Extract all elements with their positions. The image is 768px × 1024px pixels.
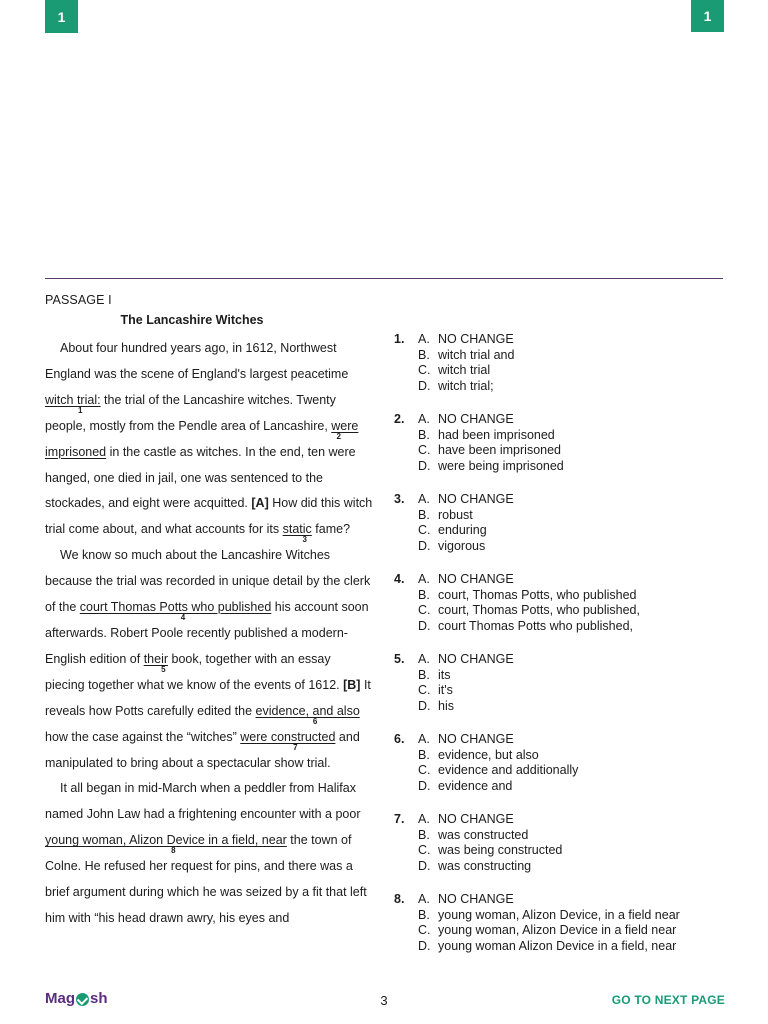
question-number: 5. (394, 652, 405, 666)
option-letter: A. (418, 492, 430, 506)
text-run: how the case against the “witches” (45, 729, 241, 744)
question-4 (394, 572, 734, 634)
option-letter: A. (418, 812, 430, 826)
answer-option[interactable] (418, 348, 734, 364)
option-letter: C. (418, 523, 431, 537)
passage-label: PASSAGE I (45, 293, 112, 307)
underlined-text: evidence, and also (255, 703, 360, 718)
question-marker-8: 8 (171, 846, 176, 856)
paragraph-1 (45, 336, 373, 543)
option-letter: B. (418, 747, 430, 762)
answer-option[interactable] (418, 523, 734, 539)
underlined-text: court Thomas Potts who published (79, 600, 272, 615)
answer-option[interactable] (418, 332, 734, 348)
answer-option[interactable] (418, 923, 734, 939)
answer-option[interactable] (418, 699, 734, 715)
header-divider (45, 278, 723, 279)
option-text: had been imprisoned (438, 427, 555, 442)
paragraph-2 (45, 543, 373, 776)
option-letter: C. (418, 683, 431, 697)
text-run: his account soon afterwards. Robert Poole recently published a modern-English edition of (45, 600, 369, 666)
option-text: witch trial and (438, 347, 515, 362)
answer-option[interactable] (418, 603, 734, 619)
answer-option[interactable] (418, 732, 734, 748)
underlined-text: young woman, Alizon Device in a field, near (45, 833, 287, 848)
option-text: vigorous (438, 538, 486, 553)
answer-option[interactable] (418, 843, 734, 859)
option-text: witch trial; (438, 378, 494, 393)
logo-text-end: sh (90, 990, 108, 1007)
question-number: 4. (394, 572, 405, 586)
question-number: 3. (394, 492, 405, 506)
option-text: was constructed (438, 827, 529, 842)
answer-options (418, 892, 734, 954)
question-5 (394, 652, 734, 714)
answer-option[interactable] (418, 908, 734, 924)
question-marker-3: 3 (302, 535, 307, 545)
checkmark-icon (76, 993, 89, 1006)
answer-options (418, 412, 734, 474)
answer-option[interactable] (418, 779, 734, 795)
option-letter: A. (418, 572, 430, 586)
underlined-portion-7[interactable] (240, 729, 336, 752)
option-letter: B. (418, 667, 430, 682)
option-text: it's (438, 683, 453, 697)
option-text: NO CHANGE (438, 572, 514, 586)
text-run: the town of Colne. He refused her request for pins, and there was a brief argument during which he was seized by a fit that left him with “his head drawn awry, his eyes and (45, 833, 367, 925)
paragraph-3 (45, 776, 373, 931)
option-text: witch trial (438, 363, 491, 377)
question-marker-1: 1 (78, 405, 83, 415)
option-letter: A. (418, 892, 430, 906)
underlined-text: were imprisoned (45, 418, 359, 459)
section-badge-left: 1 (45, 0, 78, 33)
option-text: enduring (438, 523, 487, 537)
underlined-portion-4[interactable] (79, 600, 272, 623)
option-letter: D. (418, 538, 431, 553)
option-text: court, Thomas Potts, who published (438, 587, 637, 602)
underlined-text: their (143, 651, 169, 666)
question-marker-6: 6 (312, 716, 318, 726)
answer-option[interactable] (418, 443, 734, 459)
question-number: 6. (394, 732, 405, 746)
answer-option[interactable] (418, 619, 734, 635)
passage-text (45, 336, 373, 932)
option-letter: C. (418, 603, 431, 617)
text-run: fame? (311, 522, 351, 537)
option-letter: D. (418, 858, 431, 873)
question-2 (394, 412, 734, 474)
answer-option[interactable] (418, 859, 734, 875)
question-marker-2: 2 (336, 431, 342, 441)
underlined-portion-6[interactable] (255, 703, 360, 726)
option-text: court, Thomas Potts, who published, (438, 603, 640, 617)
option-text: his (438, 698, 454, 713)
option-letter: D. (418, 698, 431, 713)
question-marker-4: 4 (180, 613, 186, 623)
option-letter: B. (418, 587, 430, 602)
option-text: young woman, Alizon Device, in a field near (438, 907, 680, 922)
answer-option[interactable] (418, 763, 734, 779)
answer-option[interactable] (418, 428, 734, 444)
option-letter: A. (418, 332, 430, 346)
option-letter: B. (418, 347, 430, 362)
logo-text-start: Mag (45, 990, 75, 1007)
option-text: young woman, Alizon Device in a field near (438, 923, 677, 937)
text-run: We know so much about the Lancashire Witches because the trial was recorded in unique detail by the clerk of the (45, 548, 371, 615)
option-letter: C. (418, 363, 431, 377)
text-run: book, together with an essay piecing together what we know of the events of 1612. (45, 651, 344, 692)
answer-options (418, 652, 734, 714)
option-text: its (438, 667, 451, 682)
option-text: was being constructed (438, 843, 563, 857)
question-marker-5: 5 (161, 664, 166, 674)
answer-option[interactable] (418, 492, 734, 508)
question-marker-7: 7 (293, 742, 298, 752)
question-number: 7. (394, 812, 405, 826)
option-text: NO CHANGE (438, 812, 514, 826)
option-text: NO CHANGE (438, 732, 514, 746)
answer-option[interactable] (418, 363, 734, 379)
option-text: have been imprisoned (438, 443, 561, 457)
option-letter: A. (418, 412, 430, 426)
option-text: NO CHANGE (438, 892, 514, 906)
option-letter: D. (418, 778, 431, 793)
option-text: was constructing (438, 858, 532, 873)
underlined-text: witch trial: (45, 392, 101, 407)
answer-option[interactable] (418, 828, 734, 844)
option-letter: B. (418, 907, 430, 922)
underlined-portion-1[interactable] (45, 392, 101, 415)
option-text: young woman Alizon Device in a field, near (438, 938, 677, 953)
option-letter: D. (418, 618, 431, 633)
option-letter: D. (418, 378, 431, 393)
option-letter: C. (418, 843, 431, 857)
option-letter: B. (418, 427, 430, 442)
text-run: in the castle as witches. In the end, ten were hanged, one died in jail, one was sentenced to the stockades, and eight were acquitted. (45, 444, 356, 511)
page-number: 3 (380, 993, 388, 1008)
text-run: the trial of the Lancashire witches. Twenty people, mostly from the Pendle area of Lancashire, (45, 392, 336, 433)
answer-option[interactable] (418, 748, 734, 764)
option-letter: A. (418, 732, 430, 746)
underlined-text: static (282, 522, 312, 537)
answer-option[interactable] (418, 572, 734, 588)
text-run: How did this witch trial come about, and what accounts for its (45, 496, 373, 537)
option-letter: D. (418, 458, 431, 473)
option-text: NO CHANGE (438, 492, 514, 506)
answer-option[interactable] (418, 539, 734, 555)
answer-option[interactable] (418, 892, 734, 908)
option-text: NO CHANGE (438, 652, 514, 666)
answer-options (418, 492, 734, 554)
answer-options (418, 812, 734, 874)
answer-option[interactable] (418, 412, 734, 428)
answer-option[interactable] (418, 939, 734, 955)
option-letter: B. (418, 507, 430, 522)
option-text: robust (438, 507, 473, 522)
question-number: 1. (394, 332, 405, 346)
option-text: evidence and (438, 778, 513, 793)
insertion-marker-b: [B] (343, 677, 361, 692)
underlined-text: were constructed (240, 729, 336, 744)
question-8 (394, 892, 734, 954)
section-badge-right: 1 (691, 0, 724, 32)
question-3 (394, 492, 734, 554)
question-6 (394, 732, 734, 794)
question-list (394, 332, 734, 972)
underlined-portion-8[interactable] (45, 833, 287, 856)
underlined-portion-3[interactable] (282, 522, 312, 545)
option-text: NO CHANGE (438, 412, 514, 426)
magoosh-logo (45, 990, 108, 1007)
answer-option[interactable] (418, 459, 734, 475)
answer-option[interactable] (418, 508, 734, 524)
option-letter: C. (418, 923, 431, 937)
answer-option[interactable] (418, 683, 734, 699)
answer-option[interactable] (418, 668, 734, 684)
answer-option[interactable] (418, 588, 734, 604)
option-text: evidence and additionally (438, 763, 579, 777)
answer-options (418, 332, 734, 394)
question-1 (394, 332, 734, 394)
go-to-next-page-link[interactable]: GO TO NEXT PAGE (611, 993, 725, 1007)
option-letter: B. (418, 827, 430, 842)
option-letter: D. (418, 938, 431, 953)
option-text: were being imprisoned (438, 458, 564, 473)
answer-options (418, 572, 734, 634)
option-letter: A. (418, 652, 430, 666)
text-run: About four hundred years ago, in 1612, Northwest England was the scene of England's largest peacetime (45, 341, 349, 381)
option-text: NO CHANGE (438, 332, 514, 346)
text-run: It reveals how Potts carefully edited the (45, 677, 371, 718)
text-run: and manipulated to bring about a spectacular show trial. (45, 729, 360, 770)
option-text: court Thomas Potts who published, (438, 618, 634, 633)
answer-option[interactable] (418, 812, 734, 828)
question-7 (394, 812, 734, 874)
question-number: 8. (394, 892, 405, 906)
option-letter: C. (418, 443, 431, 457)
passage-title: The Lancashire Witches (120, 313, 264, 327)
underlined-portion-5[interactable] (143, 651, 169, 674)
answer-options (418, 732, 734, 794)
text-run: It all began in mid-March when a peddler from Halifax named John Law had a frightening encounter with a poor (45, 781, 361, 822)
question-number: 2. (394, 412, 405, 426)
answer-option[interactable] (418, 652, 734, 668)
option-letter: C. (418, 763, 431, 777)
option-text: evidence, but also (438, 747, 539, 762)
answer-option[interactable] (418, 379, 734, 395)
insertion-marker-a: [A] (251, 496, 269, 511)
